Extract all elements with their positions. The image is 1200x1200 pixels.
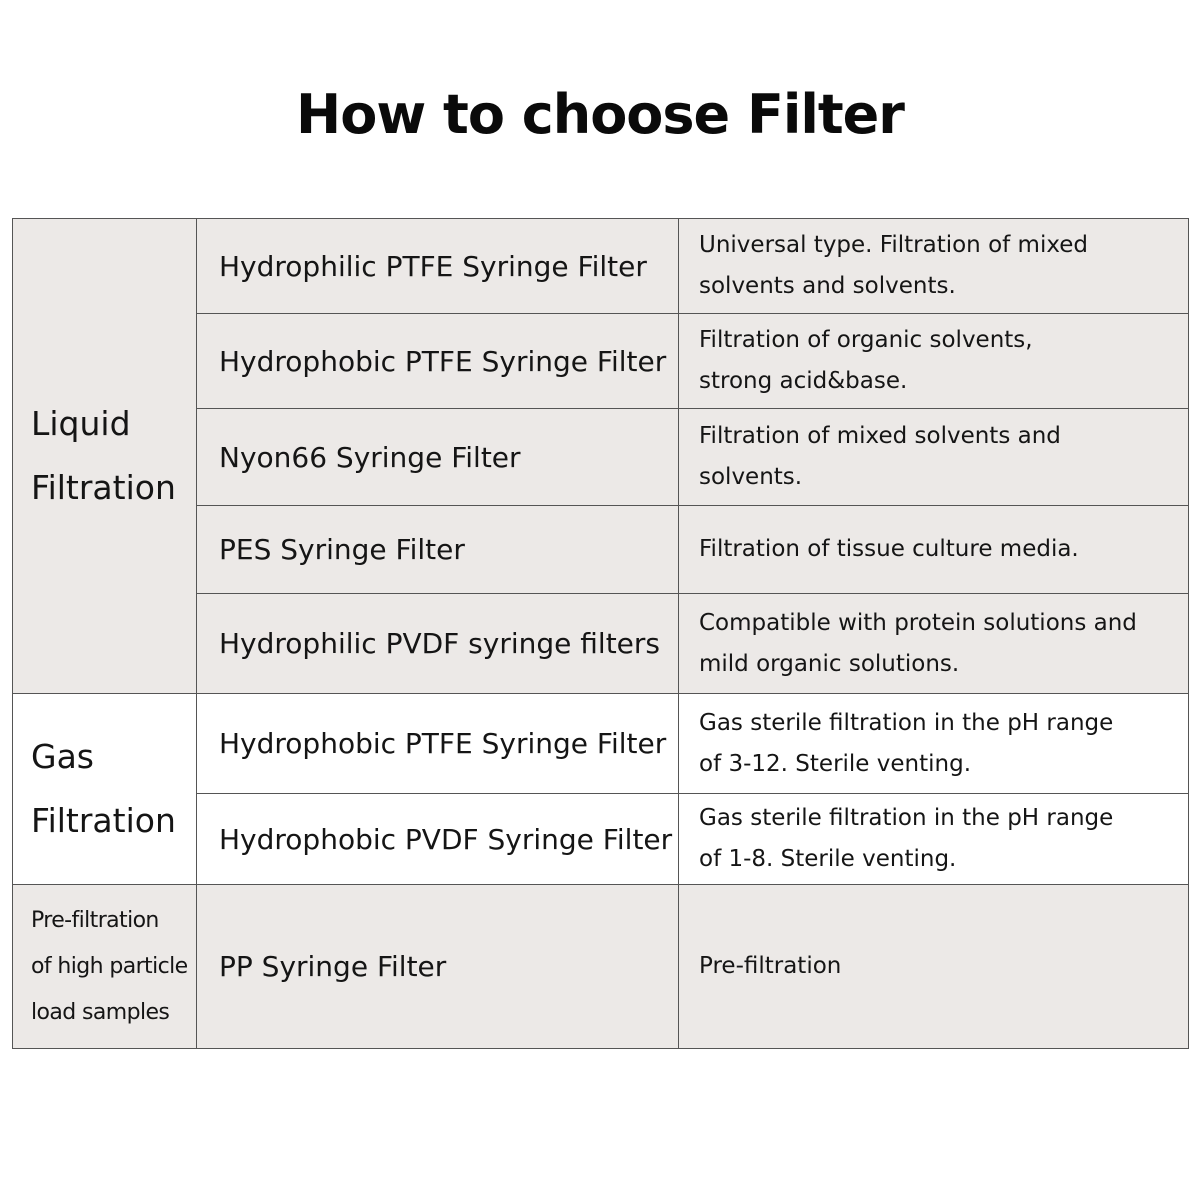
category-label-line: of high particle (31, 953, 188, 979)
category-cell-liquid-filtration (13, 219, 197, 694)
description-cell (679, 594, 1189, 694)
description-cell (679, 794, 1189, 885)
description-line: Gas sterile filtration in the pH range (699, 709, 1114, 736)
filter-name-cell: Hydrophilic PVDF syringe filters (197, 594, 679, 694)
filter-name-cell: Hydrophobic PTFE Syringe Filter (197, 314, 679, 409)
description-line: Gas sterile filtration in the pH range (699, 805, 1114, 831)
description-line: of 3-12. Sterile venting. (699, 750, 972, 777)
description-line: mild organic solutions. (699, 650, 960, 677)
table-row (13, 694, 1189, 794)
description-cell (679, 219, 1189, 314)
category-label-line: load samples (31, 999, 170, 1025)
description-cell (679, 506, 1189, 594)
category-label-line: Filtration (31, 801, 176, 840)
description-line: Compatible with protein solutions and (699, 609, 1137, 636)
table-row (13, 219, 1189, 314)
category-cell-gas-filtration (13, 694, 197, 885)
description-line: solvents and solvents. (699, 273, 956, 299)
filter-name-cell: PES Syringe Filter (197, 506, 679, 594)
description-line: Universal type. Filtration of mixed (699, 232, 1089, 258)
filter-name-cell: Nyon66 Syringe Filter (197, 409, 679, 506)
filter-comparison-table (12, 218, 1189, 1049)
category-label-line: Gas (31, 737, 94, 776)
page-title: How to choose Filter (296, 83, 904, 146)
category-label-line: Liquid (31, 404, 131, 443)
filter-name-cell: Hydrophobic PTFE Syringe Filter (197, 694, 679, 794)
description-cell (679, 314, 1189, 409)
description-line: Filtration of tissue culture media. (699, 536, 1079, 562)
category-label-line: Filtration (31, 468, 176, 507)
description-line: Pre-filtration (699, 953, 842, 979)
category-label-line: Pre-filtration (31, 907, 159, 933)
description-cell (679, 694, 1189, 794)
filter-name-cell: PP Syringe Filter (197, 885, 679, 1049)
filter-name-cell: Hydrophilic PTFE Syringe Filter (197, 219, 679, 314)
description-cell (679, 885, 1189, 1049)
description-line: solvents. (699, 464, 803, 490)
description-line: Filtration of mixed solvents and (699, 423, 1061, 449)
filter-name-cell: Hydrophobic PVDF Syringe Filter (197, 794, 679, 885)
category-cell-pre-filtration (13, 885, 197, 1049)
description-line: strong acid&base. (699, 368, 908, 394)
table-row (13, 885, 1189, 1049)
description-cell (679, 409, 1189, 506)
description-line: of 1-8. Sterile venting. (699, 846, 957, 872)
description-line: Filtration of organic solvents, (699, 327, 1033, 353)
